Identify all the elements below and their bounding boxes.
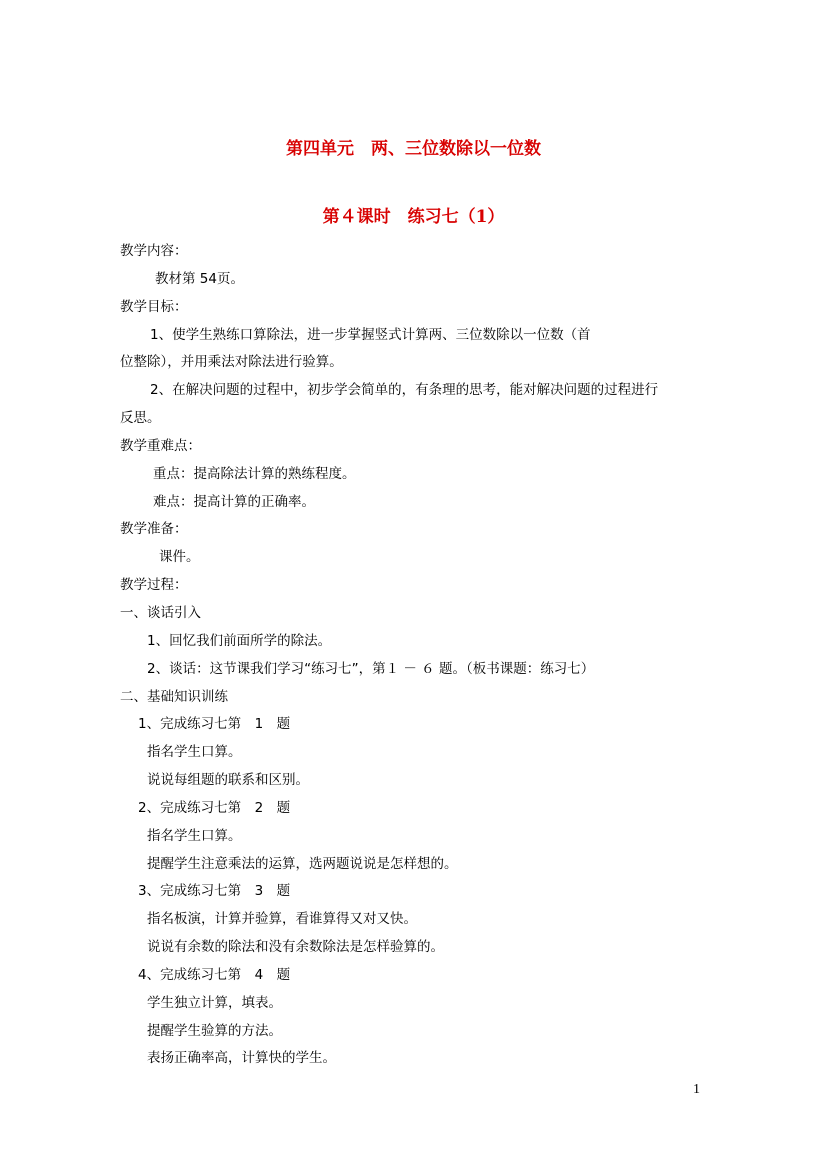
body-text: 教材第 54页。: [155, 271, 244, 287]
body-text: 位整除），并用乘法对除法进行验算。: [120, 354, 343, 370]
section-heading: 教学过程：: [120, 577, 188, 593]
section-heading: 一、谈话引入: [120, 605, 201, 621]
page-number: 1: [693, 1082, 700, 1097]
body-text: 1、使学生熟练口算除法，进一步掌握竖式计算两、三位数除以一位数（首: [150, 327, 591, 343]
section-heading: 教学内容：: [120, 243, 188, 259]
exercise-heading: 1、完成练习七第 1 题: [138, 716, 291, 732]
exercise-heading: 4、完成练习七第 4 题: [138, 967, 291, 983]
exercise-heading: 3、完成练习七第 3 题: [138, 883, 291, 899]
body-text: 1、回忆我们前面所学的除法。: [147, 633, 332, 649]
body-text: 表扬正确率高，计算快的学生。: [147, 1050, 336, 1066]
body-text: 反思。: [120, 410, 161, 426]
section-heading: 教学准备：: [120, 521, 188, 537]
body-text: 2、谈话：这节课我们学习“练习七”，第１ － ６ 题。（板书课题：练习七）: [147, 661, 595, 677]
body-text: 指名学生口算。: [147, 828, 242, 844]
body-text: 说说每组题的联系和区别。: [147, 772, 309, 788]
body-text: 提醒学生验算的方法。: [147, 1023, 282, 1039]
section-heading: 教学目标：: [120, 299, 188, 315]
body-text: 指名学生口算。: [147, 744, 242, 760]
body-text: 指名板演，计算并验算，看谁算得又对又快。: [147, 911, 417, 927]
section-heading: 教学重难点：: [120, 438, 201, 454]
body-text: 难点：提高计算的正确率。: [153, 494, 315, 510]
body-text: 课件。: [159, 549, 200, 565]
lesson-title: 第４课时 练习七（1）: [322, 207, 505, 227]
body-text: 学生独立计算，填表。: [147, 995, 282, 1011]
section-heading: 二、基础知识训练: [120, 689, 228, 705]
exercise-heading: 2、完成练习七第 2 题: [138, 800, 291, 816]
unit-title: 第四单元 两、三位数除以一位数: [286, 139, 541, 159]
body-text: 提醒学生注意乘法的运算，选两题说说是怎样想的。: [147, 856, 458, 872]
body-text: 说说有余数的除法和没有余数除法是怎样验算的。: [147, 939, 444, 955]
body-text: 重点：提高除法计算的熟练程度。: [153, 466, 356, 482]
body-text: 2、在解决问题的过程中，初步学会简单的，有条理的思考，能对解决问题的过程进行: [150, 382, 659, 398]
